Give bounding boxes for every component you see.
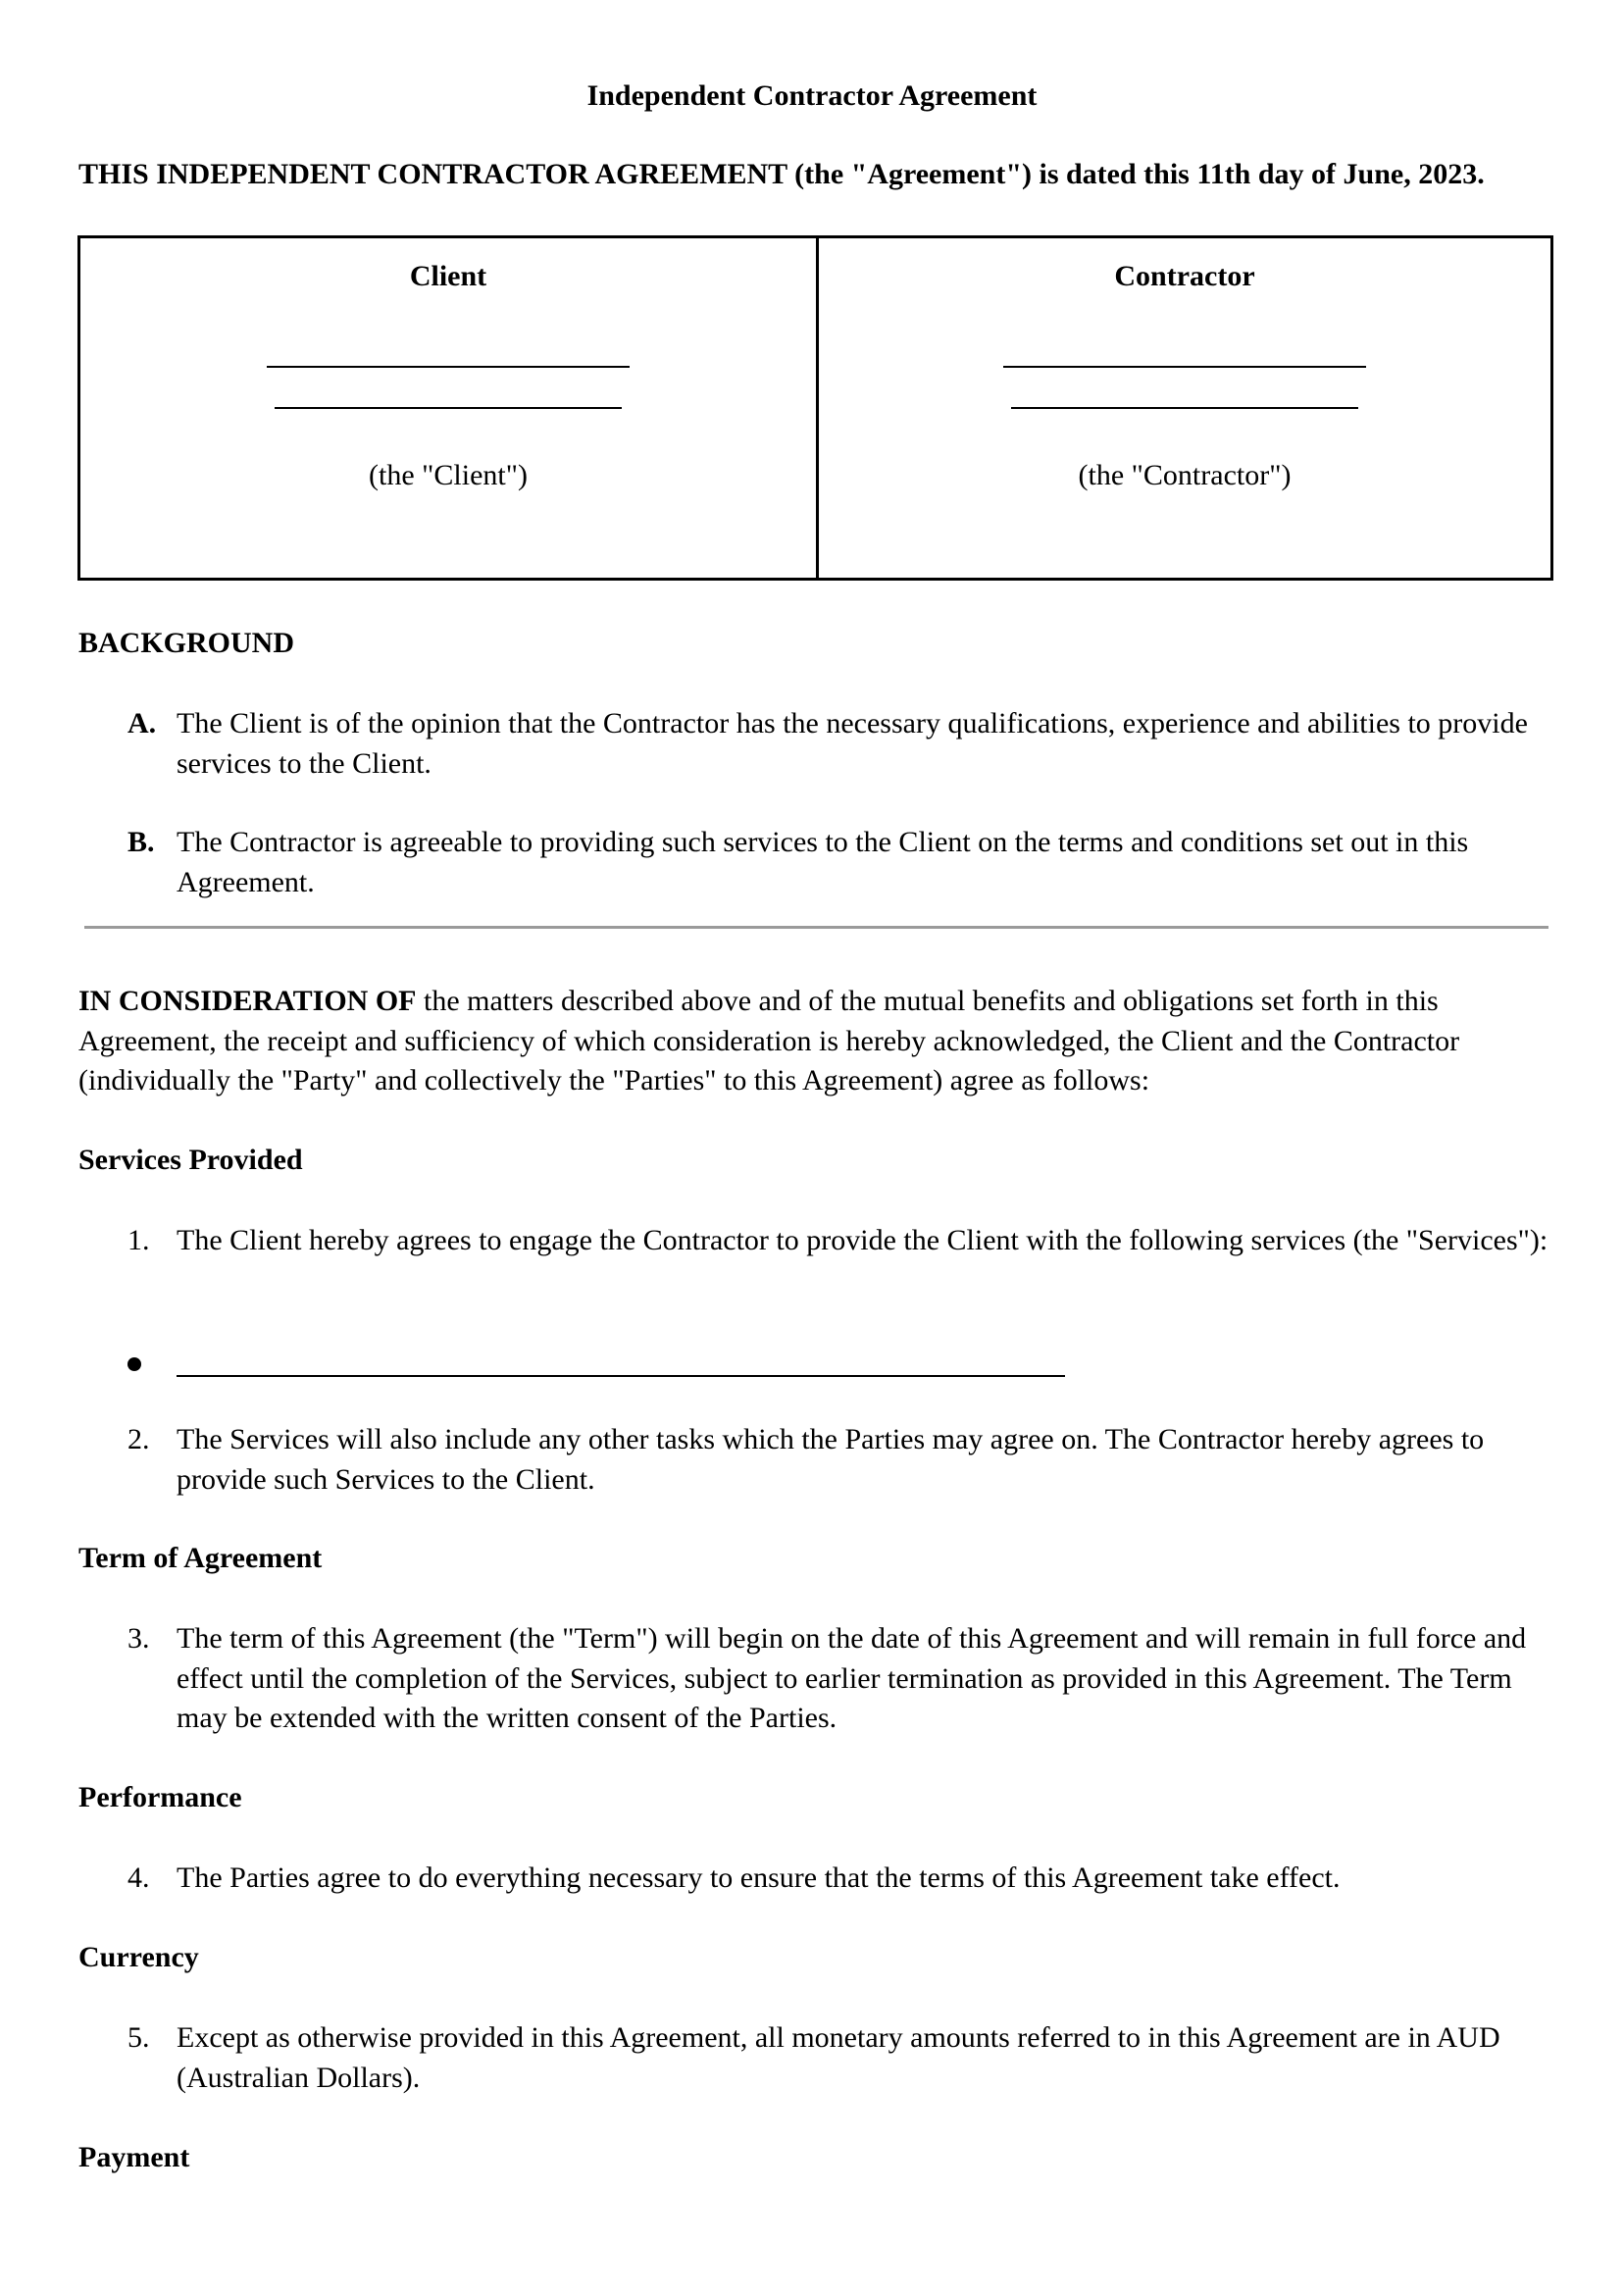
contractor-name-blank — [1003, 366, 1366, 368]
performance-heading: Performance — [78, 1781, 242, 1813]
currency-heading: Currency — [78, 1941, 199, 1973]
clause-4-number: 4. — [127, 1861, 150, 1894]
clause-1-text: The Client hereby agrees to engage the Contractor to provide the Client with the following services (the "Services"): — [177, 1224, 1548, 1256]
background-item-b: The Contractor is agreeable to providing such services to the Client on the terms and conditions set out in this Agreement. — [177, 826, 1469, 898]
agreement-preamble: THIS INDEPENDENT CONTRACTOR AGREEMENT (the "Agreement") is dated this 11th day of June, 2023. — [78, 158, 1485, 190]
client-address-blank — [275, 407, 622, 409]
clause-2-text: The Services will also include any other tasks which the Parties may agree on. The Contractor hereby agrees to provide such Services to the Client. — [177, 1423, 1485, 1496]
clause-2-number: 2. — [127, 1423, 150, 1455]
consideration-lead: IN CONSIDERATION OF — [78, 985, 417, 1017]
term-heading: Term of Agreement — [78, 1542, 323, 1574]
clause-3-number: 3. — [127, 1622, 150, 1655]
payment-heading: Payment — [78, 2141, 190, 2173]
clause-5-text: Except as otherwise provided in this Agreement, all monetary amounts referred to in this Agreement are in AUD (Australian Dollars). — [177, 2021, 1500, 2094]
parties-table — [77, 235, 1553, 581]
clause-5-number: 5. — [127, 2021, 150, 2054]
background-marker-b: B. — [127, 826, 155, 858]
services-blank-line — [177, 1375, 1065, 1377]
client-label: (the "Client") — [369, 459, 528, 491]
background-item-a: The Client is of the opinion that the Contractor has the necessary qualifications, experience and abilities to provide services to the Client. — [177, 707, 1528, 780]
contractor-address-blank — [1011, 407, 1358, 409]
clause-4-text: The Parties agree to do everything necessary to ensure that the terms of this Agreement take effect. — [177, 1861, 1341, 1894]
clause-3-text: The term of this Agreement (the "Term") will begin on the date of this Agreement and will remain in full force and effect until the completion of the Services, subject to earlier termination as provided in this Agreement. The Term may be extended with the written consent of the Parties. — [177, 1622, 1527, 1734]
consideration-text: the matters described above and of the mutual benefits and obligations set forth in this Agreement, the receipt and sufficiency of which consideration is hereby acknowledged, the Client and the Contractor (individually the "Party" and collectively the "Parties" to this Agreement) agree as follows: — [78, 985, 1460, 1096]
client-column — [80, 238, 816, 578]
contractor-label: (the "Contractor") — [1078, 459, 1292, 491]
contractor-heading: Contractor — [1114, 260, 1255, 292]
clause-1-number: 1. — [127, 1224, 150, 1256]
contractor-column — [819, 238, 1550, 578]
services-bullet — [127, 1357, 141, 1371]
consideration-paragraph — [78, 982, 1554, 1101]
services-heading: Services Provided — [78, 1144, 303, 1176]
background-marker-a: A. — [127, 707, 157, 739]
client-name-blank — [267, 366, 630, 368]
document-title: Independent Contractor Agreement — [586, 79, 1038, 112]
horizontal-separator — [84, 926, 1548, 929]
client-heading: Client — [409, 260, 487, 292]
background-heading: BACKGROUND — [78, 627, 295, 659]
